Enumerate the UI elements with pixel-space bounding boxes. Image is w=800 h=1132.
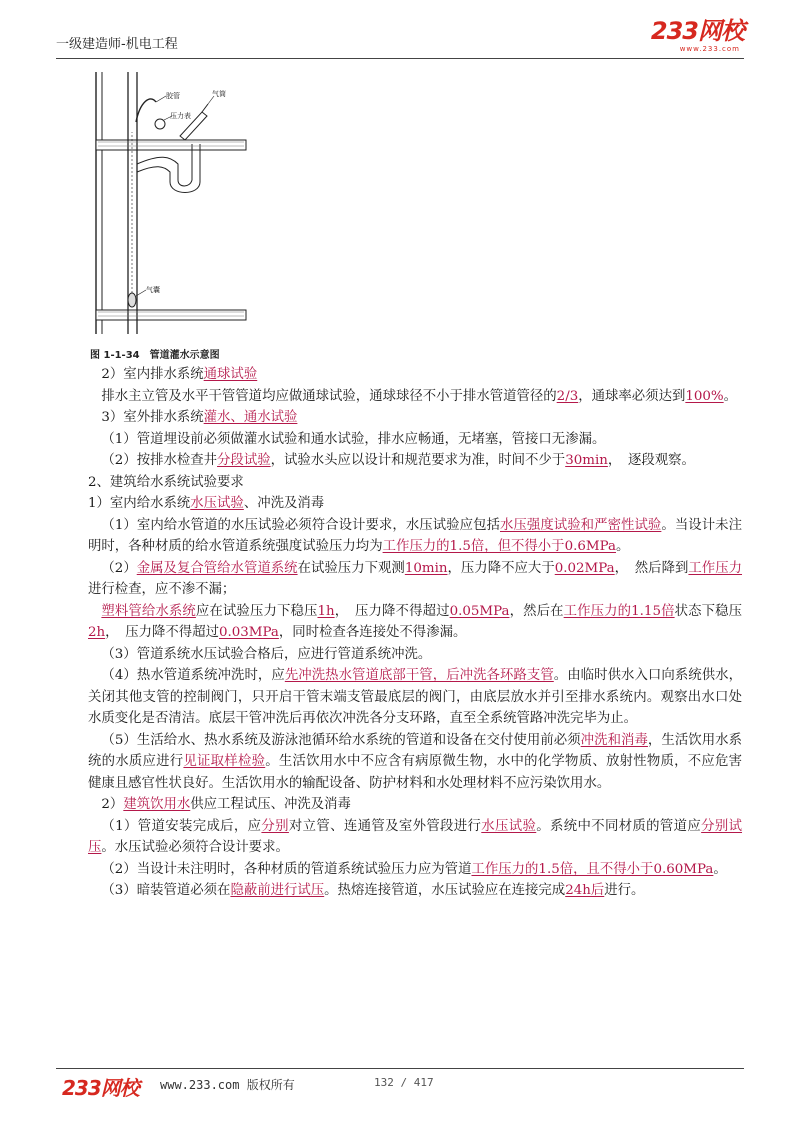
text-run: ，然后在 — [509, 603, 564, 619]
text-run: ，压力降不应大于 — [447, 560, 555, 576]
text-run: 应在试验压力下稳压 — [195, 603, 318, 619]
text-run: 。热熔连接管道，水压试验应在连接完成 — [324, 883, 566, 898]
pipe-filling-diagram — [90, 72, 250, 342]
text-run: （2）当设计未注明时，各种材质的管道系统试验压力应为管道 — [101, 861, 472, 877]
underlined-key-term: 工作压力的1.5倍，但不得小于0.6MPa — [382, 539, 616, 554]
label-pressure-gauge: 压力表 — [170, 112, 191, 120]
text-run: （3）管道系统水压试验合格后，应进行管道系统冲洗。 — [101, 646, 432, 662]
text-run: 状态下稳压 — [674, 603, 743, 619]
underlined-key-term: 灌水、通水试验 — [203, 410, 298, 425]
text-run: 2） — [101, 797, 124, 812]
text-run: 1）室内给水系统 — [88, 496, 191, 511]
paragraph — [88, 364, 742, 386]
footer-logo: 233网校 — [62, 1076, 139, 1100]
page-header — [56, 17, 744, 59]
underlined-key-term: 见证取样检验 — [183, 754, 266, 769]
header-title: 一级建造师-机电工程 — [56, 37, 178, 52]
underlined-key-term: 工作压力的1.5倍，且不得小于0.60MPa — [471, 861, 714, 877]
text-run: 进行检查，应不渗不漏； — [88, 582, 236, 597]
underlined-key-term: 24h后 — [565, 883, 605, 898]
label-airbag: 气囊 — [146, 286, 160, 294]
text-run: 2）室内排水系统 — [101, 367, 204, 382]
text-run: （2）按排水检查井 — [101, 453, 218, 468]
paragraph — [88, 816, 742, 859]
paragraph — [88, 450, 742, 472]
underlined-key-term: 隐蔽前进行试压 — [230, 883, 325, 898]
text-run: （1）管道埋设前必须做灌水试验和通水试验，排水应畅通，无堵塞，管接口无渗漏。 — [101, 431, 606, 447]
text-run: （3）暗装管道必须在 — [101, 883, 231, 898]
paragraph — [88, 794, 742, 816]
text-run: ，通球率必须达到 — [578, 388, 686, 404]
underlined-key-term: 水压试验 — [190, 496, 244, 511]
text-run: ， 压力降不得超过 — [105, 625, 219, 640]
text-run: ，生活饮用水系统的水质应进行 — [88, 732, 743, 769]
text-run: ，同时检查各连接处不得渗漏。 — [278, 625, 467, 640]
label-air-cylinder: 气筒 — [212, 90, 226, 98]
underlined-key-term: 分别试压 — [88, 818, 743, 855]
text-run: 供应工程试压、冲洗及消毒 — [190, 797, 351, 812]
footer-copyright: www.233.com 版权所有 — [160, 1078, 295, 1092]
text-run: 在试验压力下观测 — [297, 560, 405, 576]
underlined-key-term: 0.02MPa — [554, 560, 615, 576]
text-run: （4）热水管道系统冲洗时，应 — [101, 668, 285, 683]
text-run: 排水主立管及水平干管管道均应做通球试验，通球球径不小于排水管道管径的 — [101, 388, 557, 404]
underlined-key-term: 建筑饮用水 — [123, 797, 191, 812]
text-run: ， 压力降不得超过 — [334, 603, 450, 619]
underlined-key-term: 2/3 — [556, 388, 579, 404]
underlined-key-term: 塑料管给水系统 — [101, 603, 196, 619]
text-run: （1）室内给水管道的水压试验必须符合设计要求，水压试验应包括 — [101, 517, 500, 533]
text-run: （1）管道安装完成后，应 — [101, 818, 262, 834]
text-run: 3）室外排水系统 — [101, 410, 204, 425]
underlined-key-term: 水压强度试验和严密性试验 — [499, 517, 662, 533]
text-run: ， 然后降到 — [614, 560, 689, 576]
underlined-key-term: 水压试验 — [481, 818, 537, 834]
label-hose: 胶管 — [166, 92, 180, 100]
paragraph — [88, 601, 742, 644]
underlined-key-term: 0.05MPa — [449, 603, 510, 619]
text-run: 。系统中不同材质的管道应 — [536, 818, 702, 834]
text-run: 。 — [723, 388, 738, 404]
paragraph — [88, 859, 742, 881]
underlined-key-term: 金属及复合管给水管道系统 — [136, 560, 298, 576]
paragraph — [88, 472, 742, 494]
brand-url: www.233.com — [679, 45, 740, 53]
underlined-key-term: 先冲洗热水管道底部干管，后冲洗各环路支管 — [284, 668, 554, 683]
page-footer — [56, 1068, 744, 1099]
paragraph — [88, 515, 742, 558]
paragraph — [88, 429, 742, 451]
paragraph — [88, 407, 742, 429]
figure-caption: 图 1-1-34 管道灌水示意图 — [90, 350, 220, 361]
underlined-key-term: 冲洗和消毒 — [580, 732, 648, 748]
underlined-key-term: 分别 — [261, 818, 289, 834]
paragraph — [88, 880, 742, 902]
paragraph — [88, 558, 742, 601]
text-run: 。生活饮用水中不应含有病原微生物，水中的化学物质、放射性物质，不应危害健康且感官性状良好。生活饮用水的输配设备、防护材料和水处理材料不应污染饮用水。 — [88, 754, 743, 791]
text-run: 进行。 — [604, 883, 645, 898]
page-number: 132 / 417 — [374, 1076, 434, 1089]
text-run: （5）生活给水、热水系统及游泳池循环给水系统的管道和设备在交付使用前必须 — [101, 732, 581, 748]
underlined-key-term: 1h — [317, 603, 335, 619]
text-run: 2、建筑给水系统试验要求 — [88, 474, 244, 490]
text-run: 。当设计未注明时，各种材质的给水管道系统强度试验压力均为 — [88, 517, 743, 554]
underlined-key-term: 分段试验 — [217, 453, 271, 468]
paragraph — [88, 386, 742, 408]
text-run: ， 逐段观察。 — [607, 453, 695, 468]
underlined-key-term: 通球试验 — [203, 367, 258, 382]
underlined-key-term: 10min — [404, 560, 448, 576]
text-run: （2） — [101, 560, 137, 576]
text-run: 。 — [615, 539, 630, 554]
text-run: 。水压试验必须符合设计要求。 — [101, 840, 289, 855]
underlined-key-term: 30min — [565, 453, 608, 468]
paragraph — [88, 493, 742, 515]
underlined-key-term: 工作压力的1.15倍 — [563, 603, 675, 619]
brand-logo: 233网校 — [650, 17, 744, 45]
text-run: 。 — [713, 861, 727, 877]
text-run: 。由临时供水入口向系统供水，关闭其他支管的控制阀门，只开启干管末端支管最底层的阀门，由底层放水并引至排水系统内。观察出水口处水质变化是否清洁。底层干管冲洗后再依次冲洗各分支环路，直至全系统管路冲洗完毕为止。 — [88, 668, 743, 726]
text-run: 对立管、连通管及室外管段进行 — [288, 818, 482, 834]
text-run: ，试验水头应以设计和规范要求为准，时间不少于 — [270, 453, 566, 468]
text-run: 、冲洗及消毒 — [243, 496, 325, 511]
underlined-key-term: 2h — [88, 625, 106, 640]
paragraph — [88, 644, 742, 666]
paragraph — [88, 665, 742, 730]
underlined-key-term: 工作压力 — [688, 560, 743, 576]
paragraph — [88, 730, 742, 795]
document-body — [88, 364, 742, 902]
underlined-key-term: 100% — [685, 388, 724, 404]
underlined-key-term: 0.03MPa — [218, 625, 279, 640]
